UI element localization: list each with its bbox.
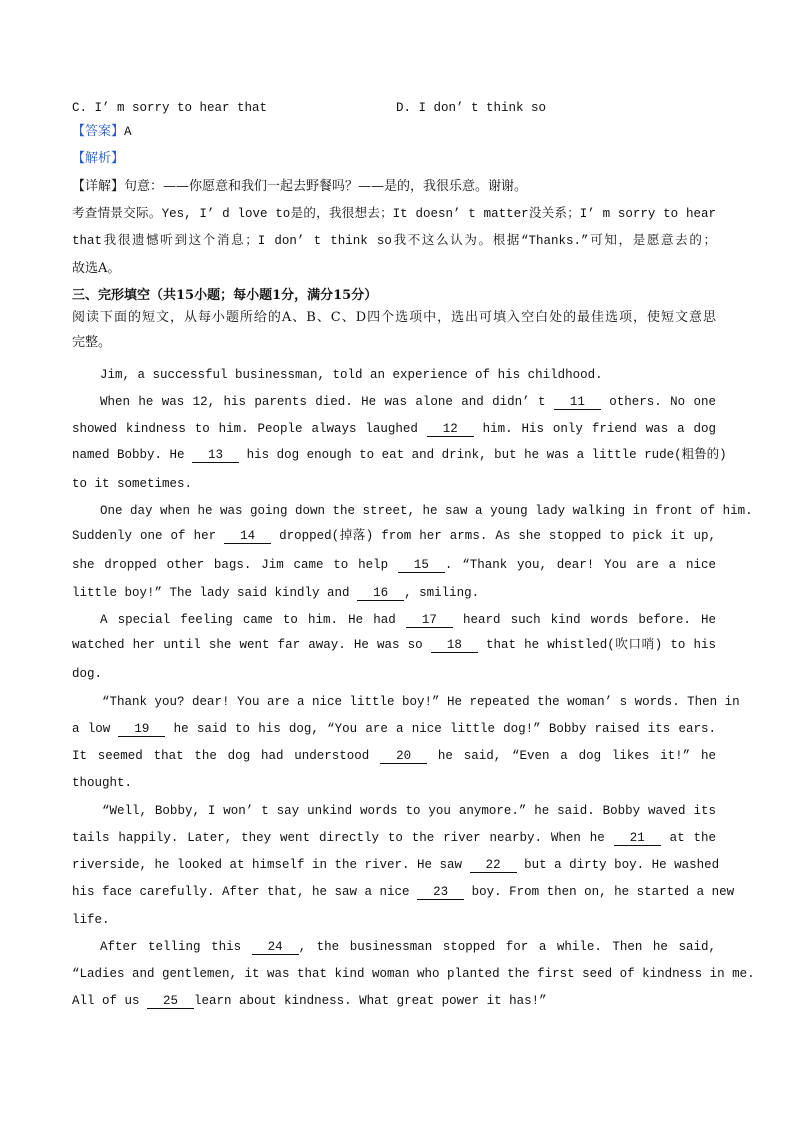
passage-line: a low 19 he said to his dog, “You are a nice little dog!” Bobby raised its ears. xyxy=(72,722,716,736)
instruction-line-1: 阅读下面的短文，从每小题所给的A、B、C、D四个选项中，选出可填入空白处的最佳选项，使短文意思 xyxy=(72,310,716,325)
answer-row xyxy=(72,124,132,140)
blank-20: 20 xyxy=(380,749,427,764)
passage-line: It seemed that the dog had understood 20 he said, “Even a dog likes it!” he xyxy=(72,749,716,763)
passage-line: Suddenly one of her 14 dropped(掉落) from her arms. As she stopped to pick it up, xyxy=(72,529,716,543)
detail-line-4: 故选A。 xyxy=(72,261,121,276)
passage-line: “Thank you? dear! You are a nice little boy!” He repeated the woman’ s words. Then in xyxy=(102,695,740,709)
blank-21: 21 xyxy=(614,831,661,846)
passage-line: “Well, Bobby, I won’ t say unkind words to you anymore.” he said. Bobby waved its xyxy=(102,804,716,818)
blank-24: 24 xyxy=(252,940,299,955)
passage-line: thought. xyxy=(72,776,133,790)
blank-11: 11 xyxy=(554,395,601,410)
blank-17: 17 xyxy=(406,613,453,628)
passage-line: dog. xyxy=(72,667,103,681)
answer-value: A xyxy=(124,125,132,139)
passage-line: “Ladies and gentlemen, it was that kind woman who planted the first seed of kindness in me. xyxy=(72,967,755,981)
passage-line: she dropped other bags. Jim came to help 15 . “Thank you, dear! You are a nice xyxy=(72,558,716,572)
blank-23: 23 xyxy=(417,885,464,900)
blank-25: 25 xyxy=(147,994,194,1009)
passage-line: A special feeling came to him. He had 17 heard such kind words before. He xyxy=(100,613,716,627)
analysis-label: 【解析】 xyxy=(72,151,125,166)
detail-line-3: that我很遗憾听到这个消息；I don’ t think so我不这么认为。根据“Thanks.”可知，是愿意去的； xyxy=(72,234,716,248)
passage-line: Jim, a successful businessman, told an experience of his childhood. xyxy=(100,368,603,382)
passage-line: showed kindness to him. People always laughed 12 him. His only friend was a dog xyxy=(72,422,716,436)
passage-line: little boy!” The lady said kindly and 16 , smiling. xyxy=(72,586,480,600)
option-d: D. I don’ t think so xyxy=(396,101,547,115)
passage-line: life. xyxy=(72,913,110,927)
blank-22: 22 xyxy=(470,858,517,873)
passage-line: to it sometimes. xyxy=(72,477,193,491)
instruction-line-2: 完整。 xyxy=(72,335,112,350)
blank-14: 14 xyxy=(224,529,271,544)
passage-line: All of us 25 learn about kindness. What great power it has!” xyxy=(72,994,547,1008)
blank-19: 19 xyxy=(118,722,165,737)
detail-line-1: 【详解】句意：——你愿意和我们一起去野餐吗？——是的，我很乐意。谢谢。 xyxy=(72,179,528,194)
option-c: C. I’ m sorry to hear that xyxy=(72,101,268,115)
blank-16: 16 xyxy=(357,586,404,601)
passage-line: tails happily. Later, they went directly to the river nearby. When he 21 at the xyxy=(72,831,716,845)
passage-line: When he was 12, his parents died. He was alone and didn’ t 11 others. No one xyxy=(100,395,716,409)
passage-line: named Bobby. He 13 his dog enough to eat and drink, but he was a little rude(粗鲁的) xyxy=(72,448,727,462)
blank-15: 15 xyxy=(398,558,445,573)
passage-line: riverside, he looked at himself in the river. He saw 22 but a dirty boy. He washed xyxy=(72,858,720,872)
detail-line-2: 考查情景交际。Yes, I’ d love to是的，我很想去；It doesn’ t matter没关系；I’ m sorry to hear xyxy=(72,207,716,221)
blank-12: 12 xyxy=(427,422,474,437)
passage-line: After telling this 24 , the businessman stopped for a while. Then he said, xyxy=(100,940,716,954)
blank-18: 18 xyxy=(431,638,478,653)
passage-line: his face carefully. After that, he saw a nice 23 boy. From then on, he started a new xyxy=(72,885,735,899)
passage-line: One day when he was going down the street, he saw a young lady walking in front of him. xyxy=(100,504,753,518)
answer-label: 【答案】 xyxy=(72,124,125,139)
passage-line: watched her until she went far away. He was so 18 that he whistled(吹口哨) to his xyxy=(72,638,717,652)
blank-13: 13 xyxy=(192,448,239,463)
section-heading: 三、完形填空（共15小题；每小题1分，满分15分） xyxy=(72,288,378,303)
